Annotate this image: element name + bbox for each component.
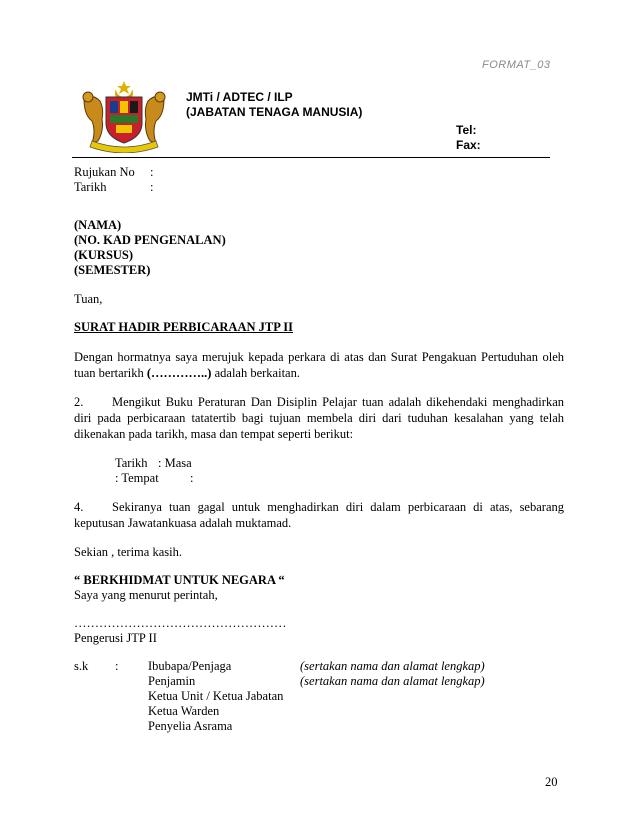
para4-number: 4. (74, 500, 84, 514)
cc-item-warden: Ketua Warden (148, 704, 220, 718)
details-masa: : Masa (158, 456, 192, 470)
salutation: Tuan, (74, 292, 103, 306)
recipient-course: (KURSUS) (74, 248, 134, 262)
para1-date-placeholder: (…………..) (146, 366, 212, 380)
header-divider (72, 157, 550, 158)
para1-line2 (74, 366, 300, 381)
cc-item-parent-note: (sertakan nama dan alamat lengkap) (300, 659, 485, 673)
details-tempat: : Tempat (115, 471, 159, 485)
para4-line1: Sekiranya tuan gagal untuk menghadirkan diri dalam perbicaraan di atas, sebarang (112, 500, 564, 514)
malaysia-coat-of-arms-icon (74, 79, 174, 153)
details-tempat-colon: : (190, 471, 194, 485)
signatory: Pengerusi JTP II (74, 631, 157, 645)
cc-item-guarantor-note: (sertakan nama dan alamat lengkap) (300, 674, 485, 688)
para4-line2: keputusan Jawatankuasa adalah muktamad. (74, 516, 292, 530)
cc-item-parent: Ibubapa/Penjaga (148, 659, 232, 673)
tel-label: Tel: (456, 123, 477, 137)
para1-line2-prefix: tuan bertarikh (74, 366, 147, 380)
tarikh-colon: : (150, 180, 154, 194)
para2-number: 2. (74, 395, 84, 409)
recipient-semester: (SEMESTER) (74, 263, 151, 277)
signature-line: …………………………………………… (74, 616, 287, 630)
fax-label: Fax: (456, 138, 481, 152)
organisation-line-2: (JABATAN TENAGA MANUSIA) (186, 105, 363, 119)
cc-item-hostel-supervisor: Penyelia Asrama (148, 719, 233, 733)
cc-colon: : (115, 659, 119, 673)
cc-item-head-of-unit: Ketua Unit / Ketua Jabatan (148, 689, 284, 703)
motto: “ BERKHIDMAT UNTUK NEGARA “ (74, 573, 285, 587)
para1-line1: Dengan hormatnya saya merujuk kepada perkara di atas dan Surat Pengakuan Pertuduhan oleh (74, 350, 564, 364)
para1-line2-suffix: adalah berkaitan. (211, 366, 300, 380)
closing-line: Sekian , terima kasih. (74, 545, 182, 559)
recipient-name: (NAMA) (74, 218, 122, 232)
para2-line3: dikenakan pada tarikh, masa dan tempat seperti berikut: (74, 427, 354, 441)
cc-label: s.k (74, 659, 89, 673)
para2-line2: diri pada perbicaraan tatatertib bagi tujuan membela diri dari tuduhan kesalahan yang telah (74, 411, 564, 425)
page-number: 20 (545, 775, 558, 789)
organisation-line-1: JMTi / ADTEC / ILP (186, 90, 293, 104)
obedient-line: Saya yang menurut perintah, (74, 588, 218, 602)
para2-line1: Mengikut Buku Peraturan Dan Disiplin Pelajar tuan adalah dikehendaki menghadirkan (112, 395, 564, 409)
letter-subject: SURAT HADIR PERBICARAAN JTP II (74, 320, 294, 334)
rujukan-colon: : (150, 165, 154, 179)
format-code: FORMAT_03 (482, 59, 551, 71)
details-tarikh: Tarikh (115, 456, 148, 470)
cc-item-guarantor: Penjamin (148, 674, 196, 688)
rujukan-label: Rujukan No (74, 165, 135, 179)
recipient-ic: (NO. KAD PENGENALAN) (74, 233, 226, 247)
tarikh-label: Tarikh (74, 180, 107, 194)
